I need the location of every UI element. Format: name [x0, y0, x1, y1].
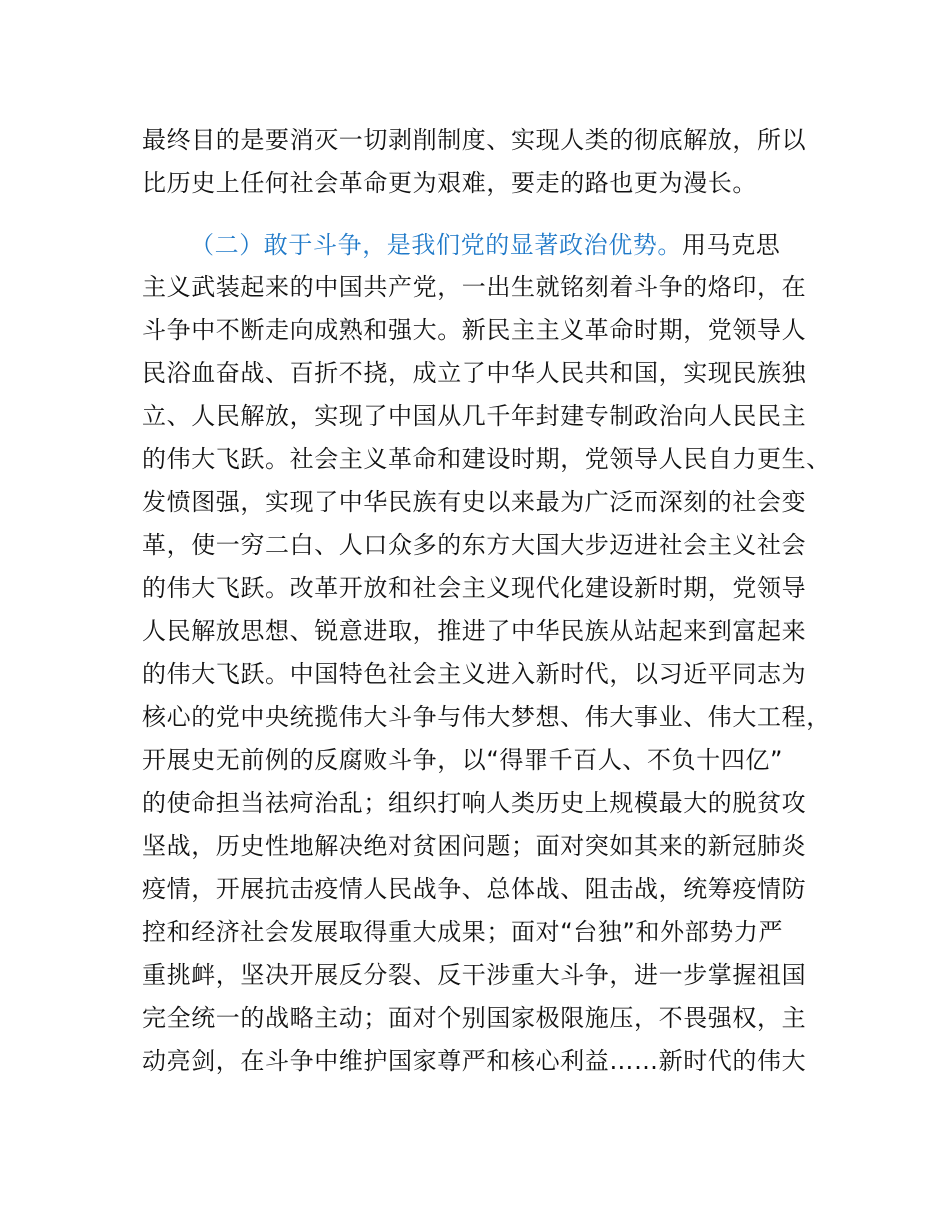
- paragraph-2-line: 完全统一的战略主动；面对个别国家极限施压，不畏强权，主: [142, 1004, 807, 1032]
- paragraph-2-first-line: [190, 224, 842, 266]
- paragraph-2-line: 的伟大飞跃。改革开放和社会主义现代化建设新时期，党领导: [142, 574, 807, 602]
- paragraph-2-line: 立、人民解放，实现了中国从几千年封建专制政治向人民民主: [142, 402, 807, 430]
- paragraph-2-line: 核心的党中央统揽伟大斗争与伟大梦想、伟大事业、伟大工程，: [142, 703, 831, 731]
- paragraph-2-line: 控和经济社会发展取得重大成果；面对“台独”和外部势力严: [142, 918, 784, 946]
- paragraph-2-line: 疫情，开展抗击疫情人民战争、总体战、阻击战，统筹疫情防: [142, 875, 807, 903]
- paragraph-2-line: 动亮剑，在斗争中维护国家尊严和核心利益……新时代的伟大: [142, 1047, 807, 1075]
- paragraph-2-line: 革，使一穷二白、人口众多的东方大国大步迈进社会主义社会: [142, 531, 807, 559]
- paragraph-2-line: 的伟大飞跃。社会主义革命和建设时期，党领导人民自力更生、: [142, 445, 831, 473]
- paragraph-2-line: 重挑衅，坚决开展反分裂、反干涉重大斗争，进一步掌握祖国: [142, 961, 807, 989]
- paragraph-2-line: 开展史无前例的反腐败斗争，以“得罪千百人、不负十四亿”: [142, 746, 784, 774]
- paragraph-2-line: 坚战，历史性地解决绝对贫困问题；面对突如其来的新冠肺炎: [142, 832, 807, 860]
- section-heading: （二）敢于斗争，是我们党的显著政治优势。: [190, 231, 682, 259]
- paragraph-2-line: 的使命担当祛疴治乱；组织打响人类历史上规模最大的脱贫攻: [142, 789, 807, 817]
- paragraph-2-line: 发愤图强，实现了中华民族有史以来最为广泛而深刻的社会变: [142, 488, 807, 516]
- paragraph-2-line: 主义武装起来的中国共产党，一出生就铭刻着斗争的烙印，在: [142, 273, 807, 301]
- paragraph-2-line: 民浴血奋战、百折不挠，成立了中华人民共和国，实现民族独: [142, 359, 807, 387]
- paragraph-2-line: 斗争中不断走向成熟和强大。新民主主义革命时期，党领导人: [142, 316, 807, 344]
- paragraph-2-line: 人民解放思想、锐意进取，推进了中华民族从站起来到富起来: [142, 617, 807, 645]
- paragraph-1-line-1: 最终目的是要消灭一切剥削制度、实现人类的彻底解放，所以: [142, 126, 807, 154]
- paragraph-2-first-line-text: 用马克思: [682, 231, 781, 259]
- paragraph-1-line-2: 比历史上任何社会革命更为艰难，要走的路也更为漫长。: [142, 169, 757, 197]
- paragraph-2-line: 的伟大飞跃。中国特色社会主义进入新时代，以习近平同志为: [142, 660, 807, 688]
